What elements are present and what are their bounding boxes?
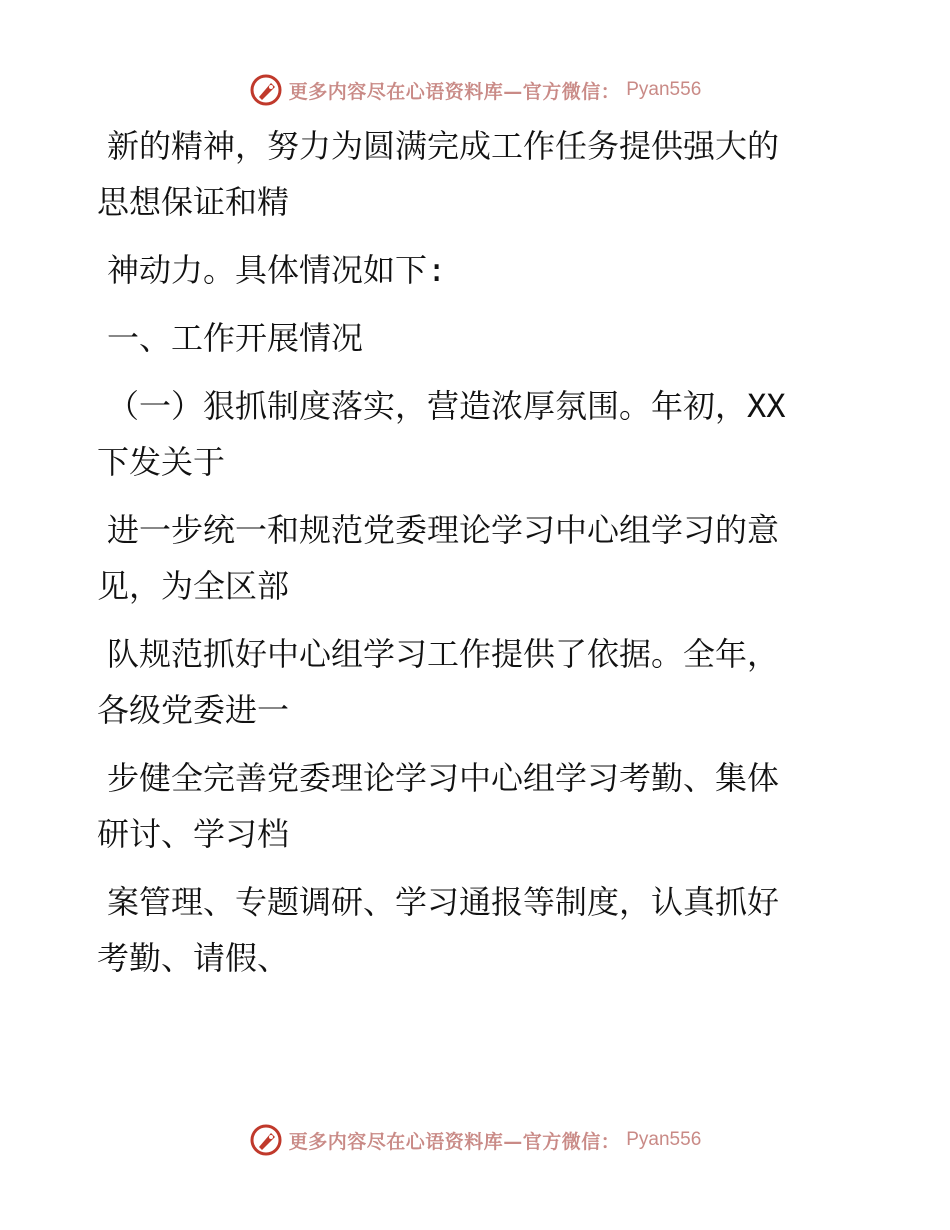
text-line: 步健全完善党委理论学习中心组学习考勤、集体: [107, 759, 780, 797]
paragraph: [97, 626, 857, 738]
text-line: 各级党委进一: [97, 691, 290, 729]
footer-watermark: [0, 1120, 950, 1160]
pen-nib-logo-icon: [249, 73, 283, 107]
paragraph: [97, 502, 857, 614]
text-line: 一、工作开展情况: [107, 319, 364, 357]
pen-nib-logo-icon: [249, 1123, 283, 1157]
text-line: 神动力。具体情况如下:: [107, 251, 447, 289]
watermark-wechat-id: Pyan556: [626, 79, 702, 100]
paragraph: [97, 750, 857, 862]
text-line: （一）狠抓制度落实，营造浓厚氛围。年初，XX: [107, 387, 786, 425]
text-line: 队规范抓好中心组学习工作提供了依据。全年，: [107, 635, 780, 673]
text-line: 案管理、专题调研、学习通报等制度，认真抓好: [107, 883, 780, 921]
document-body: [97, 118, 857, 998]
header-watermark: [0, 70, 950, 110]
text-line: 见，为全区部: [97, 567, 290, 605]
text-line: 研讨、学习档: [97, 815, 290, 853]
text-line: 新的精神，努力为圆满完成工作任务提供强大的: [107, 127, 780, 165]
text-line: 考勤、请假、: [97, 939, 290, 977]
paragraph: [97, 378, 857, 490]
text-line: 下发关于: [97, 443, 226, 481]
paragraph: [97, 242, 857, 298]
watermark-wechat-id: Pyan556: [626, 1129, 702, 1150]
text-line: 思想保证和精: [97, 183, 290, 221]
text-line: 进一步统一和规范党委理论学习中心组学习的意: [107, 511, 780, 549]
watermark-text: 更多内容尽在心语资料库—官方微信：: [288, 80, 621, 103]
paragraph: [97, 118, 857, 230]
section-heading: [97, 310, 857, 366]
watermark-text: 更多内容尽在心语资料库—官方微信：: [288, 1130, 621, 1153]
paragraph: [97, 874, 857, 986]
